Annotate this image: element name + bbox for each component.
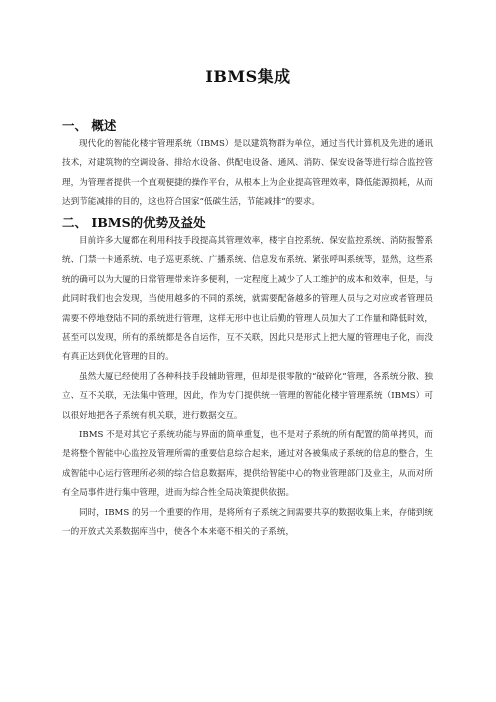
section-body-advantages [62,232,433,543]
section-body-overview [62,135,433,213]
paragraph: 现代化的智能化楼宇管理系统（IBMS）是以建筑物群为单位，通过当代计算机及先进的通讯技术，对建筑物的空调设备、排给水设备、供配电设备、通风、消防、保安设备等进行综合监控管理，为管理者提供一个直观便捷的操作平台，从根本上为企业提高管理效率，降低能源损耗，从而达到节能减排的目的，这也符合国家“低碳生活，节能减排”的要求。 [62,139,433,208]
paragraph: IBMS 不是对其它子系统功能与界面的简单重复，也不是对子系统的所有配置的简单拷贝，而是将整个智能中心监控及管理所需的重要信息综合起来，通过对各被集成子系统的信息的整合，生成智能中心运行管理所必须的综合信息数据库，提供给智能中心的物业管理部门及业主，从而对所有全局事件进行集中管理，进而为综合性全局决策提供依据。 [62,430,433,499]
paragraph: 目前许多大厦都在利用科技手段提高其管理效率，楼宇自控系统、保安监控系统、消防报警系统、门禁一卡通系统、电子巡更系统、广播系统、信息发布系统、紧张呼叫系统等，显然，这些系统的确可以为大厦的日常管理带来许多便利，一定程度上减少了人工维护的成本和效率，但是，与此同时我们也会发现，当使用越多的不同的系统，就需要配备越多的管理人员与之对应或者管理员需要不停地登陆不同的系统进行管理，这样无形中也让后勤的管理人员加大了工作量和降低时效，甚至可以发现，所有的系统都是各自运作，互不关联，因此只是形式上把大厦的管理电子化，而没有真正达到优化管理的目的。 [62,236,433,363]
section-heading-advantages: 二、 IBMS的优势及益处 [62,215,206,230]
paragraph: 同时，IBMS 的另一个重要的作用，是将所有子系统之间需要共享的数据收集上来，存储到统一的开放式关系数据库当中，使各个本来毫不相关的子系统， [62,507,433,538]
document-title: IBMS集成 [205,67,291,86]
section-heading-overview: 一、 概述 [62,118,117,133]
paragraph: 虽然大厦已经使用了各种科技手段辅助管理，但却是很零散的“破碎化”管理，各系统分散、独立、互不关联，无法集中管理，因此，作为专门提供统一管理的智能化楼宇管理系统（IBMS）可以很好地把各子系统有机关联，进行数据交互。 [62,371,433,421]
